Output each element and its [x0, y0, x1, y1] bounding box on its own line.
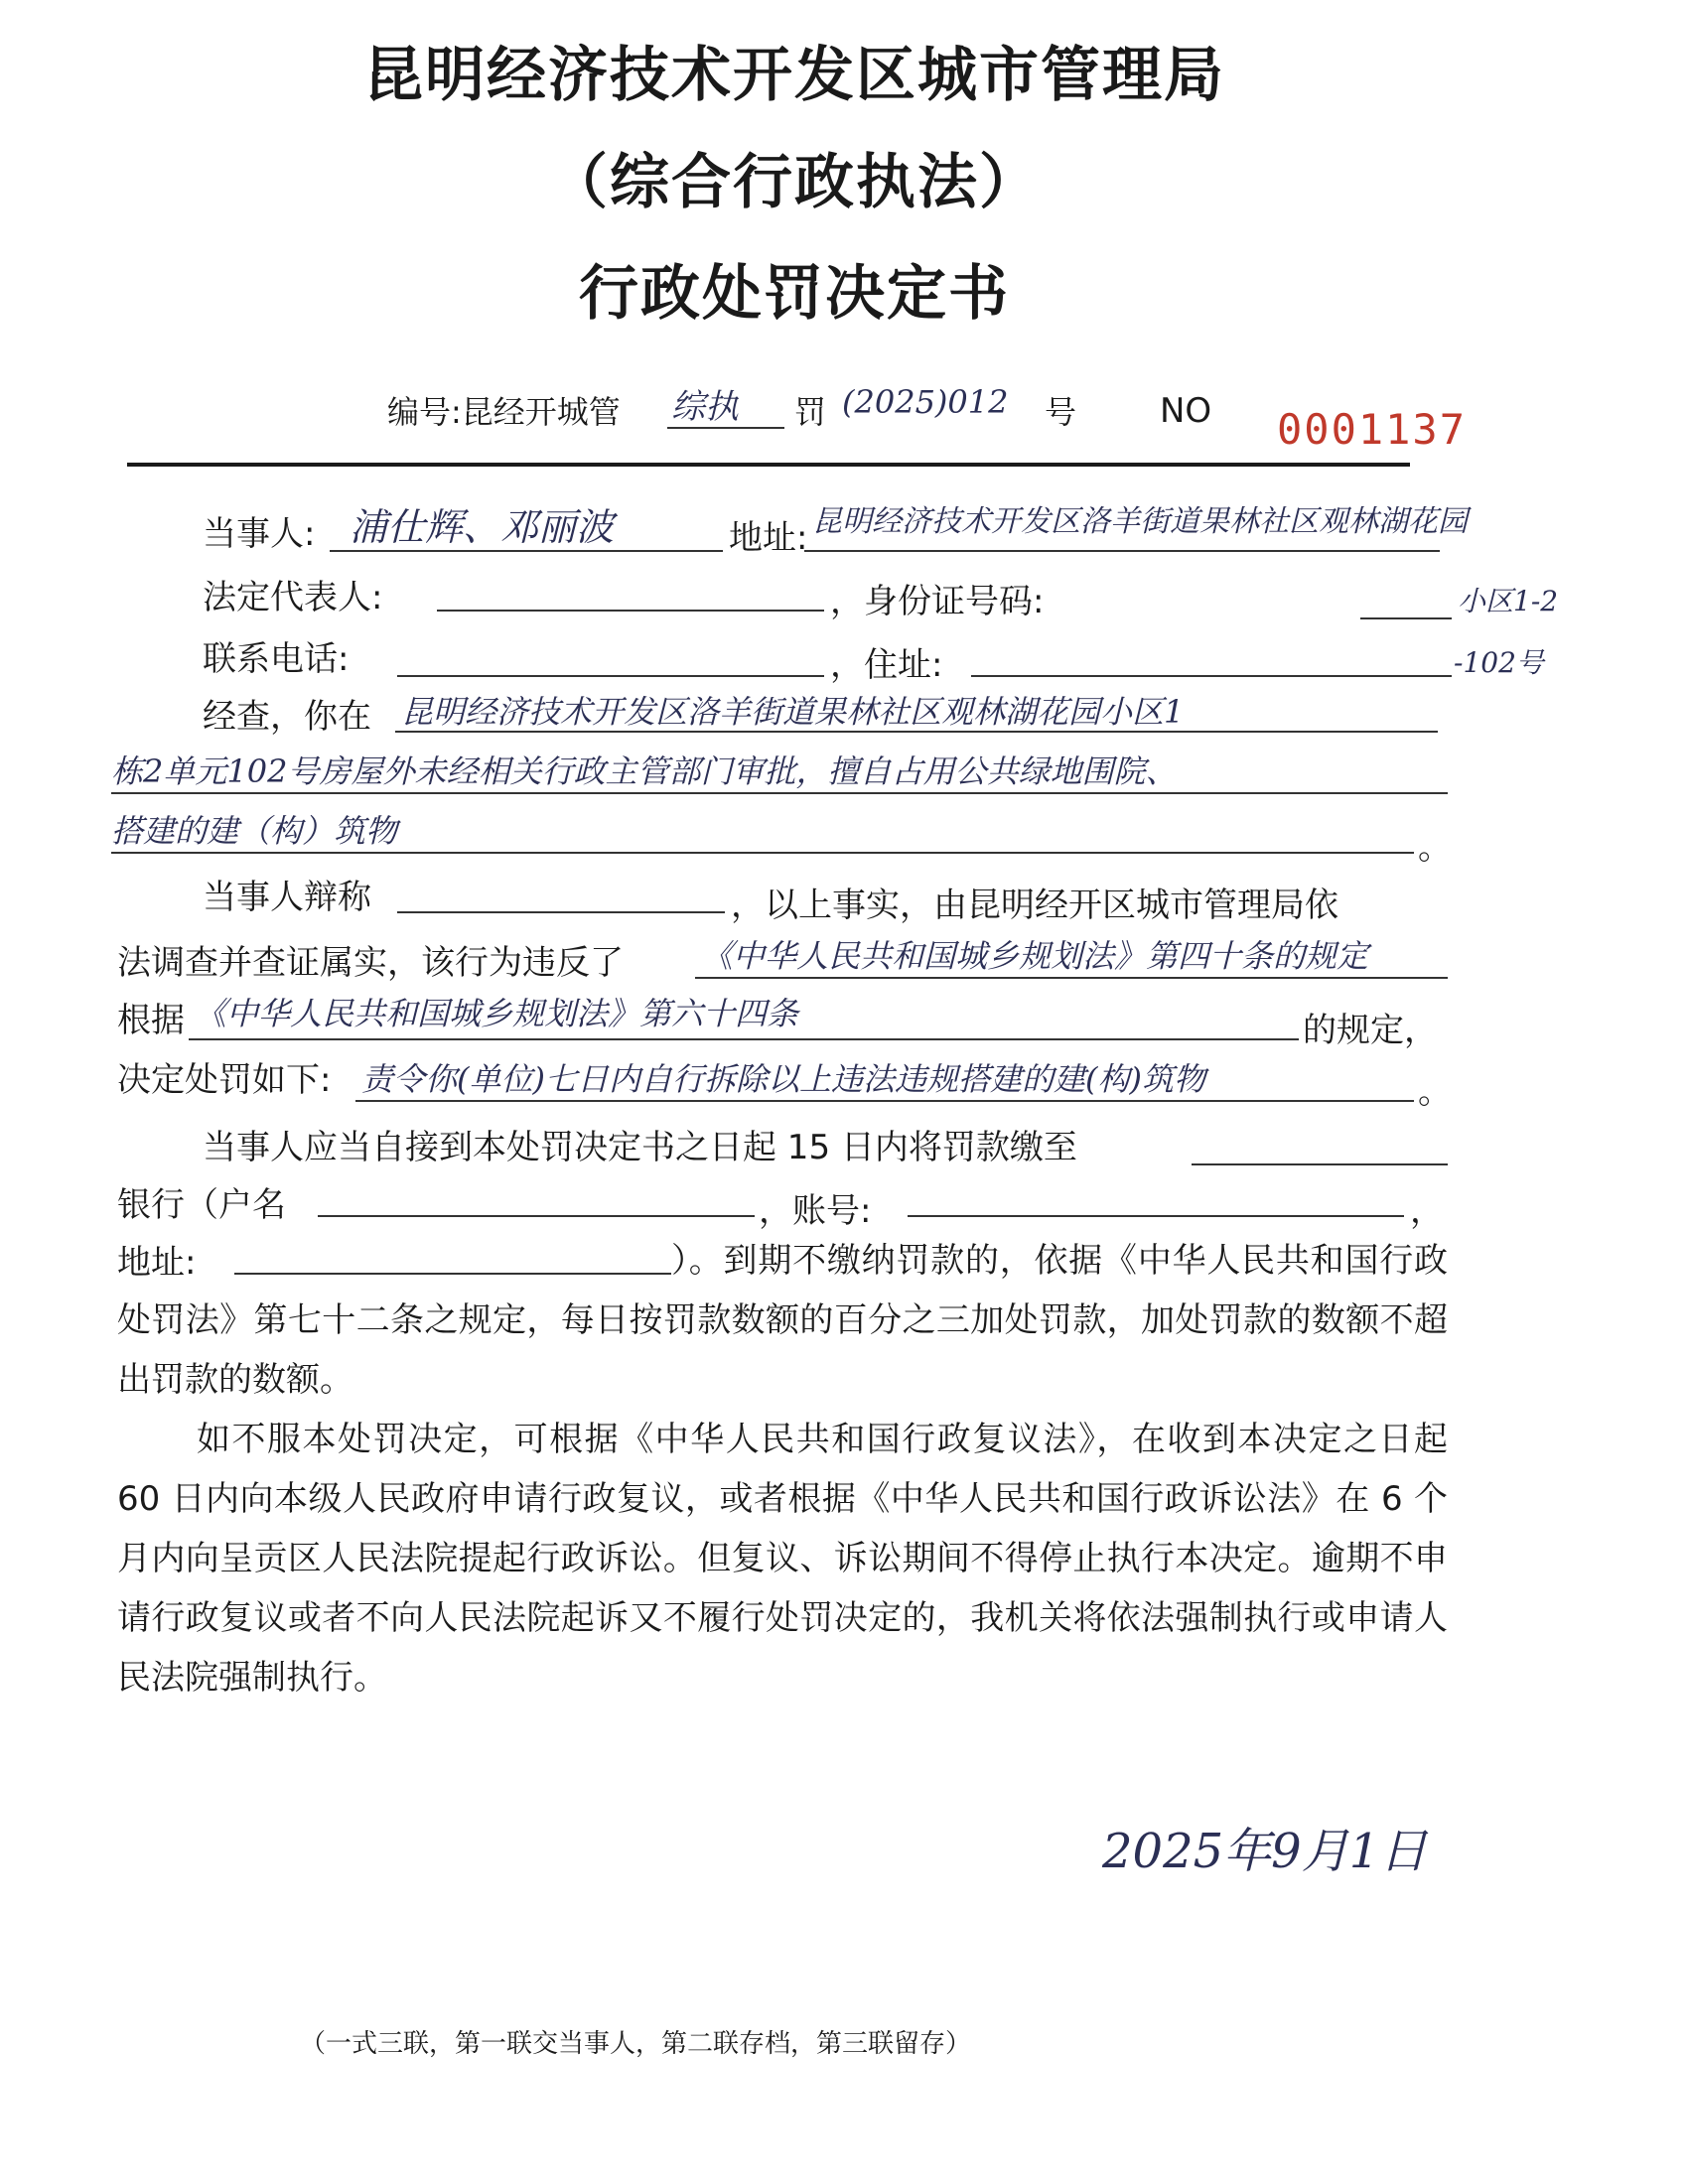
bank-name-underline — [318, 1215, 755, 1217]
violation-law: 《中华人民共和国城乡规划法》第四十条的规定 — [701, 937, 1369, 975]
payment-address-label: 地址: — [117, 1243, 197, 1283]
finding-line-2: 栋2单元102号房屋外未经相关行政主管部门审批，擅自占用公共绿地围院、 — [111, 752, 1178, 790]
payment-bank-underline — [1192, 1163, 1448, 1165]
doc-number-mid: 罚 — [794, 393, 827, 431]
footer-note: （一式三联，第一联交当事人，第二联存档，第三联留存） — [299, 2029, 971, 2059]
serial-number: 0001137 — [1277, 405, 1468, 454]
address-continued-2: -102号 — [1454, 646, 1544, 679]
payment-rest: ）。到期不缴纳罚款的，依据《中华人民共和国行政处罚法》第七十二条之规定，每日按罚款数额的百分之三加处罚款，加处罚款的数额不超出罚款的数额。 — [117, 1241, 1448, 1400]
doc-number-hw-prefix: 综执 — [671, 387, 739, 427]
address-label: 地址: — [729, 518, 808, 558]
address-value: 昆明经济技术开发区洛羊街道果林社区观林湖花园 — [812, 504, 1468, 539]
doc-number-suffix: 号 — [1045, 393, 1077, 431]
defense-label: 当事人辩称 — [203, 878, 371, 917]
phone-underline — [397, 675, 824, 677]
decision-end: 。 — [1418, 1072, 1452, 1112]
id-underline — [1360, 617, 1452, 619]
header-divider — [127, 463, 1410, 467]
party-underline — [330, 550, 723, 552]
basis-law: 《中华人民共和国城乡规划法》第六十四条 — [195, 995, 799, 1032]
residence-underline — [971, 675, 1452, 677]
finding-underline-3 — [111, 852, 1414, 854]
legal-rep-underline — [437, 610, 824, 612]
doc-number-hw-year: (2025)012 — [842, 383, 1009, 421]
defense-text-1: ，以上事实，由昆明经开区城市管理局依 — [731, 886, 1338, 925]
doc-title-subtitle: （综合行政执法） — [548, 148, 1041, 217]
decision-label: 决定处罚如下: — [117, 1060, 332, 1100]
bank-label: 银行（户名 — [117, 1185, 286, 1225]
no-label: NO — [1160, 391, 1212, 431]
residence-label: ，住址: — [830, 645, 943, 685]
legal-rep-label: 法定代表人: — [203, 578, 383, 617]
decision-underline — [355, 1100, 1414, 1102]
finding-underline-1 — [395, 731, 1438, 733]
issue-date: 2025年9月1日 — [1102, 1824, 1428, 1879]
address-underline — [804, 550, 1440, 552]
finding-lead: 经查，你在 — [203, 697, 371, 737]
basis-underline — [189, 1038, 1299, 1040]
id-label: ，身份证号码: — [830, 582, 1045, 621]
violation-underline — [695, 977, 1448, 979]
account-comma: ， — [1410, 1191, 1444, 1231]
finding-underline-2 — [111, 792, 1448, 794]
defense-text-2: 法调查并查证属实，该行为违反了 — [117, 943, 624, 983]
decision-text: 责令你(单位)七日内自行拆除以上违法违规搭建的建(构)筑物 — [361, 1060, 1205, 1098]
basis-label: 根据 — [117, 1001, 185, 1040]
address-continued: 小区1-2 — [1458, 585, 1559, 617]
finding-end: 。 — [1418, 828, 1452, 868]
finding-line-3: 搭建的建（构）筑物 — [111, 812, 398, 850]
defense-underline — [397, 911, 725, 913]
account-label: ，账号: — [759, 1191, 872, 1231]
appeal-paragraph: 如不服本处罚决定，可根据《中华人民共和国行政复议法》，在收到本决定之日起 60 日内向本级人民政府申请行政复议，或者根据《中华人民共和国行政诉讼法》在 6 个月内向呈贡区人民法院提起行政诉讼。但复议、诉讼期间不得停止执行本决定。逾期不申请行政复议或者不向人民法院起诉又不履行处罚决定的，我机关将依法强制执行或申请人民法院强制执行。 — [117, 1420, 1448, 1698]
account-underline — [908, 1215, 1404, 1217]
party-value: 浦仕辉、邓丽波 — [350, 505, 615, 549]
basis-end: 的规定， — [1303, 1011, 1438, 1050]
doc-title-agency: 昆明经济技术开发区城市管理局 — [363, 41, 1225, 110]
finding-line-1: 昆明经济技术开发区洛羊街道果林社区观林湖花园小区1 — [401, 693, 1185, 731]
phone-label: 联系电话: — [203, 639, 350, 679]
party-label: 当事人: — [203, 514, 316, 554]
payment-line-1: 当事人应当自接到本处罚决定书之日起 15 日内将罚款缴至 — [203, 1128, 1077, 1167]
doc-number-label: 编号:昆经开城管 — [387, 393, 621, 431]
doc-number-underline — [667, 427, 784, 429]
doc-title-type: 行政处罚决定书 — [579, 259, 1010, 329]
